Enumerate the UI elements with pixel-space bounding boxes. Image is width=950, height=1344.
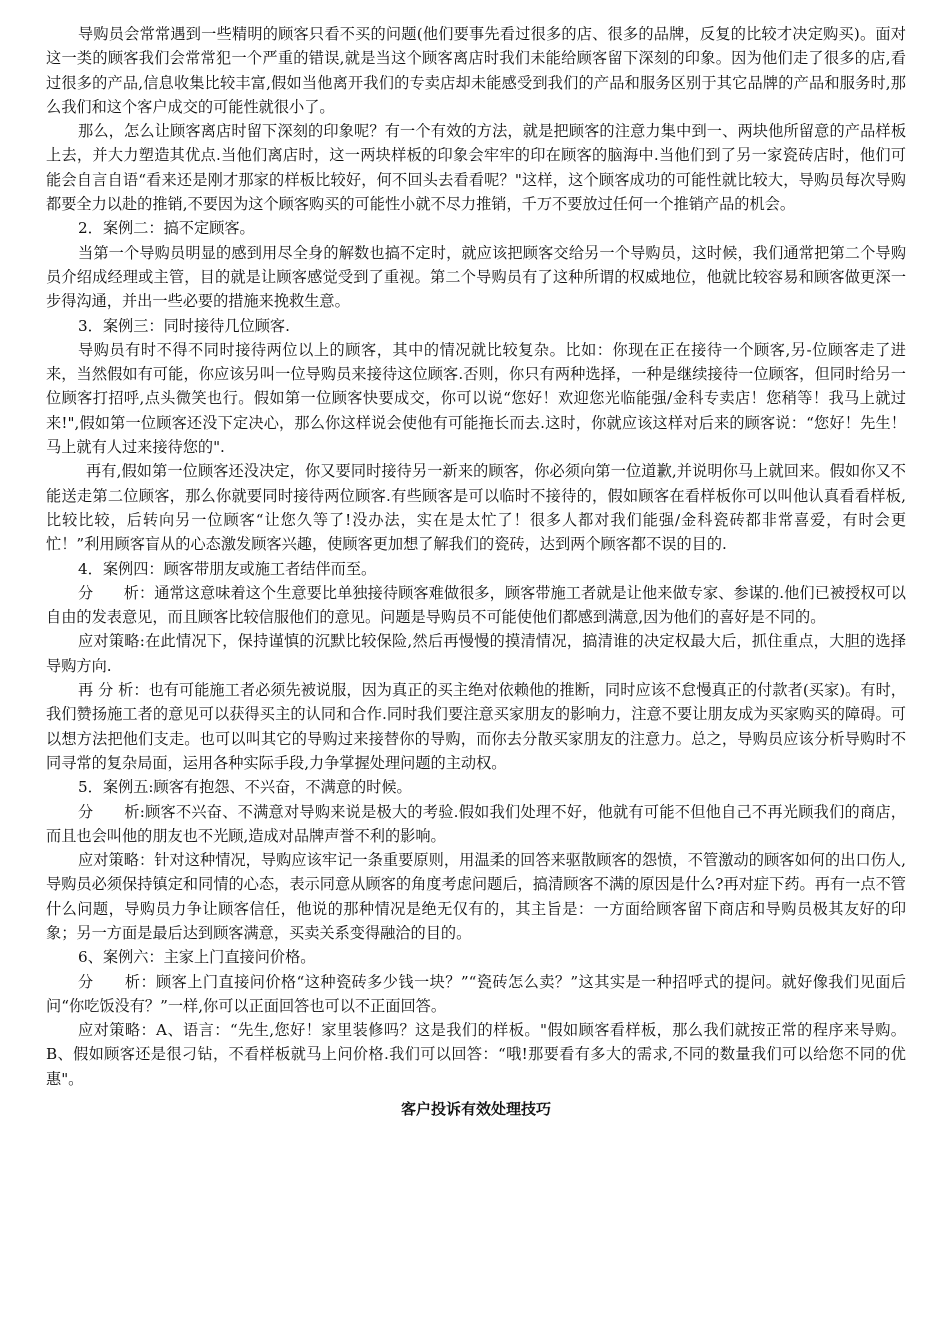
case-6-analysis: 分 析：顾客上门直接问价格“这种瓷砖多少钱一块？”“瓷砖怎么卖？”这其实是一种招呼式的提问。就好像我们见面后问“你吃饭没有？”一样,你可以正面回答也可以不正面回答。	[46, 972, 906, 1015]
case-3-body: 导购员有时不得不同时接待两位以上的顾客，其中的情况就比较复杂。比如：你现在正在接待一个顾客,另-位顾客走了进来，当然假如有可能，你应该另叫一位导购员来接待这位顾客.否则，你只有两种选择，一种是继续接待一位顾客，但同时给另一位顾客打招呼,点头微笑也行。假如第一位顾客快要成交，你可以说“您好！欢迎您光临能强/金科专卖店！您稍等！我马上就过来!",假如第一位顾客还没下定决心，那么你这样说会使他有可能拖长而去.这时，你就应该这样对后来的顾客说：“您好！先生！马上就有人过来接待您的".	[46, 340, 906, 457]
case-5-heading: 5．案例五:顾客有抱怨、不兴奋，不满意的时候。	[78, 778, 412, 797]
case-2-body: 当第一个导购员明显的感到用尽全身的解数也搞不定时，就应该把顾客交给另一个导购员，这时候，我们通常把第二个导购员介绍成经理或主管，目的就是让顾客感觉受到了重视。第二个导购员有了这种所谓的权威地位，他就比较容易和顾客做更深一步得沟通，并出一些必要的措施来挽救生意。	[46, 243, 906, 311]
case-4-reanalysis: 再 分 析：也有可能施工者必须先被说服，因为真正的买主绝对依赖他的推断，同时应该不怠慢真正的付款者(买家)。有时，我们赞扬施工者的意见可以获得买主的认同和合作.同时我们要注意买家朋友的影响力，注意不要让朋友成为买家购买的障碍。可以想方法把他们支走。也可以叫其它的导购过来接替你的导购，而你去分散买家朋友的注意力。总之，导购员应该分析导购时不同寻常的复杂局面，运用各种实际手段,力争掌握处理问题的主动权。	[46, 681, 906, 772]
case-5-strategy: 应对策略：针对这种情况，导购应该牢记一条重要原则，用温柔的回答来驱散顾客的怨愤，不管激动的顾客如何的出口伤人,导购员必须保持镇定和同情的心态，表示同意从顾客的角度考虑问题后，搞清顾客不满的原因是什么?再对症下药。再有一点不管什么问题，导购员力争让顾客信任，他说的那种情况是绝无仅有的，其主旨是：一方面给顾客留下商店和导购员极其友好的印象；另一方面是最后达到顾客满意，买卖关系变得融洽的目的。	[46, 851, 906, 942]
case-4-heading: 4．案例四：顾客带朋友或施工者结伴而至。	[78, 559, 377, 578]
paragraph-impression: 那么，怎么让顾客离店时留下深刻的印象呢？有一个有效的方法，就是把顾客的注意力集中到一、两块他所留意的产品样板上去，并大力塑造其优点.当他们离店时，这一两块样板的印象会牢牢的印在顾客的脑海中.当他们到了另一家瓷砖店时，他们可能会自言自语“看来还是刚才那家的样板比较好，何不回头去看看呢？"这样，这个顾客成功的可能性就比较大，导购员每次导购都要全力以赴的推销,不要因为这个顾客购买的可能性小就不尽力推销，千万不要放过任何一个推销产品的机会。	[46, 122, 906, 214]
paragraph-intro: 导购员会常常遇到一些精明的顾客只看不买的问题(他们要事先看过很多的店、很多的品牌，反复的比较才决定购买)。面对这一类的顾客我们会常常犯一个严重的错误,就是当这个顾客离店时我们未能给顾客留下深刻的印象。因为他们走了很多的店,看过很多的产品,信息收集比较丰富,假如当他离开我们的专卖店却未能感受到我们的产品和服务区别于其它品牌的产品和服务时,那么我们和这个客户成交的可能性就很小了。	[46, 25, 906, 116]
case-3-heading: 3．案例三：同时接待几位顾客.	[78, 316, 290, 335]
case-6-strategy: 应对策略：A、语言：“先生,您好！家里装修吗？这是我们的样板。"假如顾客看样板，那么我们就按正常的程序来导购。B、假如顾客还是很刁钻，不看样板就马上问价格.我们可以回答：“哦!那要看有多大的需求,不同的数量我们可以给您不同的优惠"。	[46, 1021, 906, 1088]
section-title: 客户投诉有效处理技巧	[400, 1100, 551, 1119]
case-4-strategy: 应对策略:在此情况下，保持谨慎的沉默比较保险,然后再慢慢的摸清情况，搞清谁的决定权最大后，抓住重点，大胆的选择导购方向.	[46, 632, 906, 675]
case-2-heading: 2．案例二：搞不定顾客。	[78, 219, 255, 238]
case-3-body-continued: 再有,假如第一位顾客还没决定，你又要同时接待另一新来的顾客，你必须向第一位道歉,并说明你马上就回来。假如你又不能送走第二位顾客，那么你就要同时接待两位顾客.有些顾客是可以临时不接待的，假如顾客在看样板你可以叫他认真看看样板,比较比较，后转向另一位顾客“让您久等了!没办法，实在是太忙了！很多人都对我们能强/金科瓷砖都非常喜爱，有时会更忙！”利用顾客盲从的心态激发顾客兴趣，使顾客更加想了解我们的瓷砖，达到两个顾客都不误的目的.	[46, 462, 906, 554]
case-4-analysis: 分 析：通常这意味着这个生意要比单独接待顾客难做很多，顾客带施工者就是让他来做专家、参谋的.他们已被授权可以自由的发表意见，而且顾客比较信服他们的意见。问题是导购员不可能使他们都感到满意,因为他们的喜好是不同的。	[46, 583, 906, 627]
case-6-heading: 6、案例六：主家上门直接问价格。	[78, 948, 316, 967]
case-5-analysis: 分 析:顾客不兴奋、不满意对导购来说是极大的考验.假如我们处理不好，他就有可能不但他自己不再光顾我们的商店，而且也会叫他的朋友也不光顾,造成对品牌声誉不利的影响。	[46, 802, 906, 845]
